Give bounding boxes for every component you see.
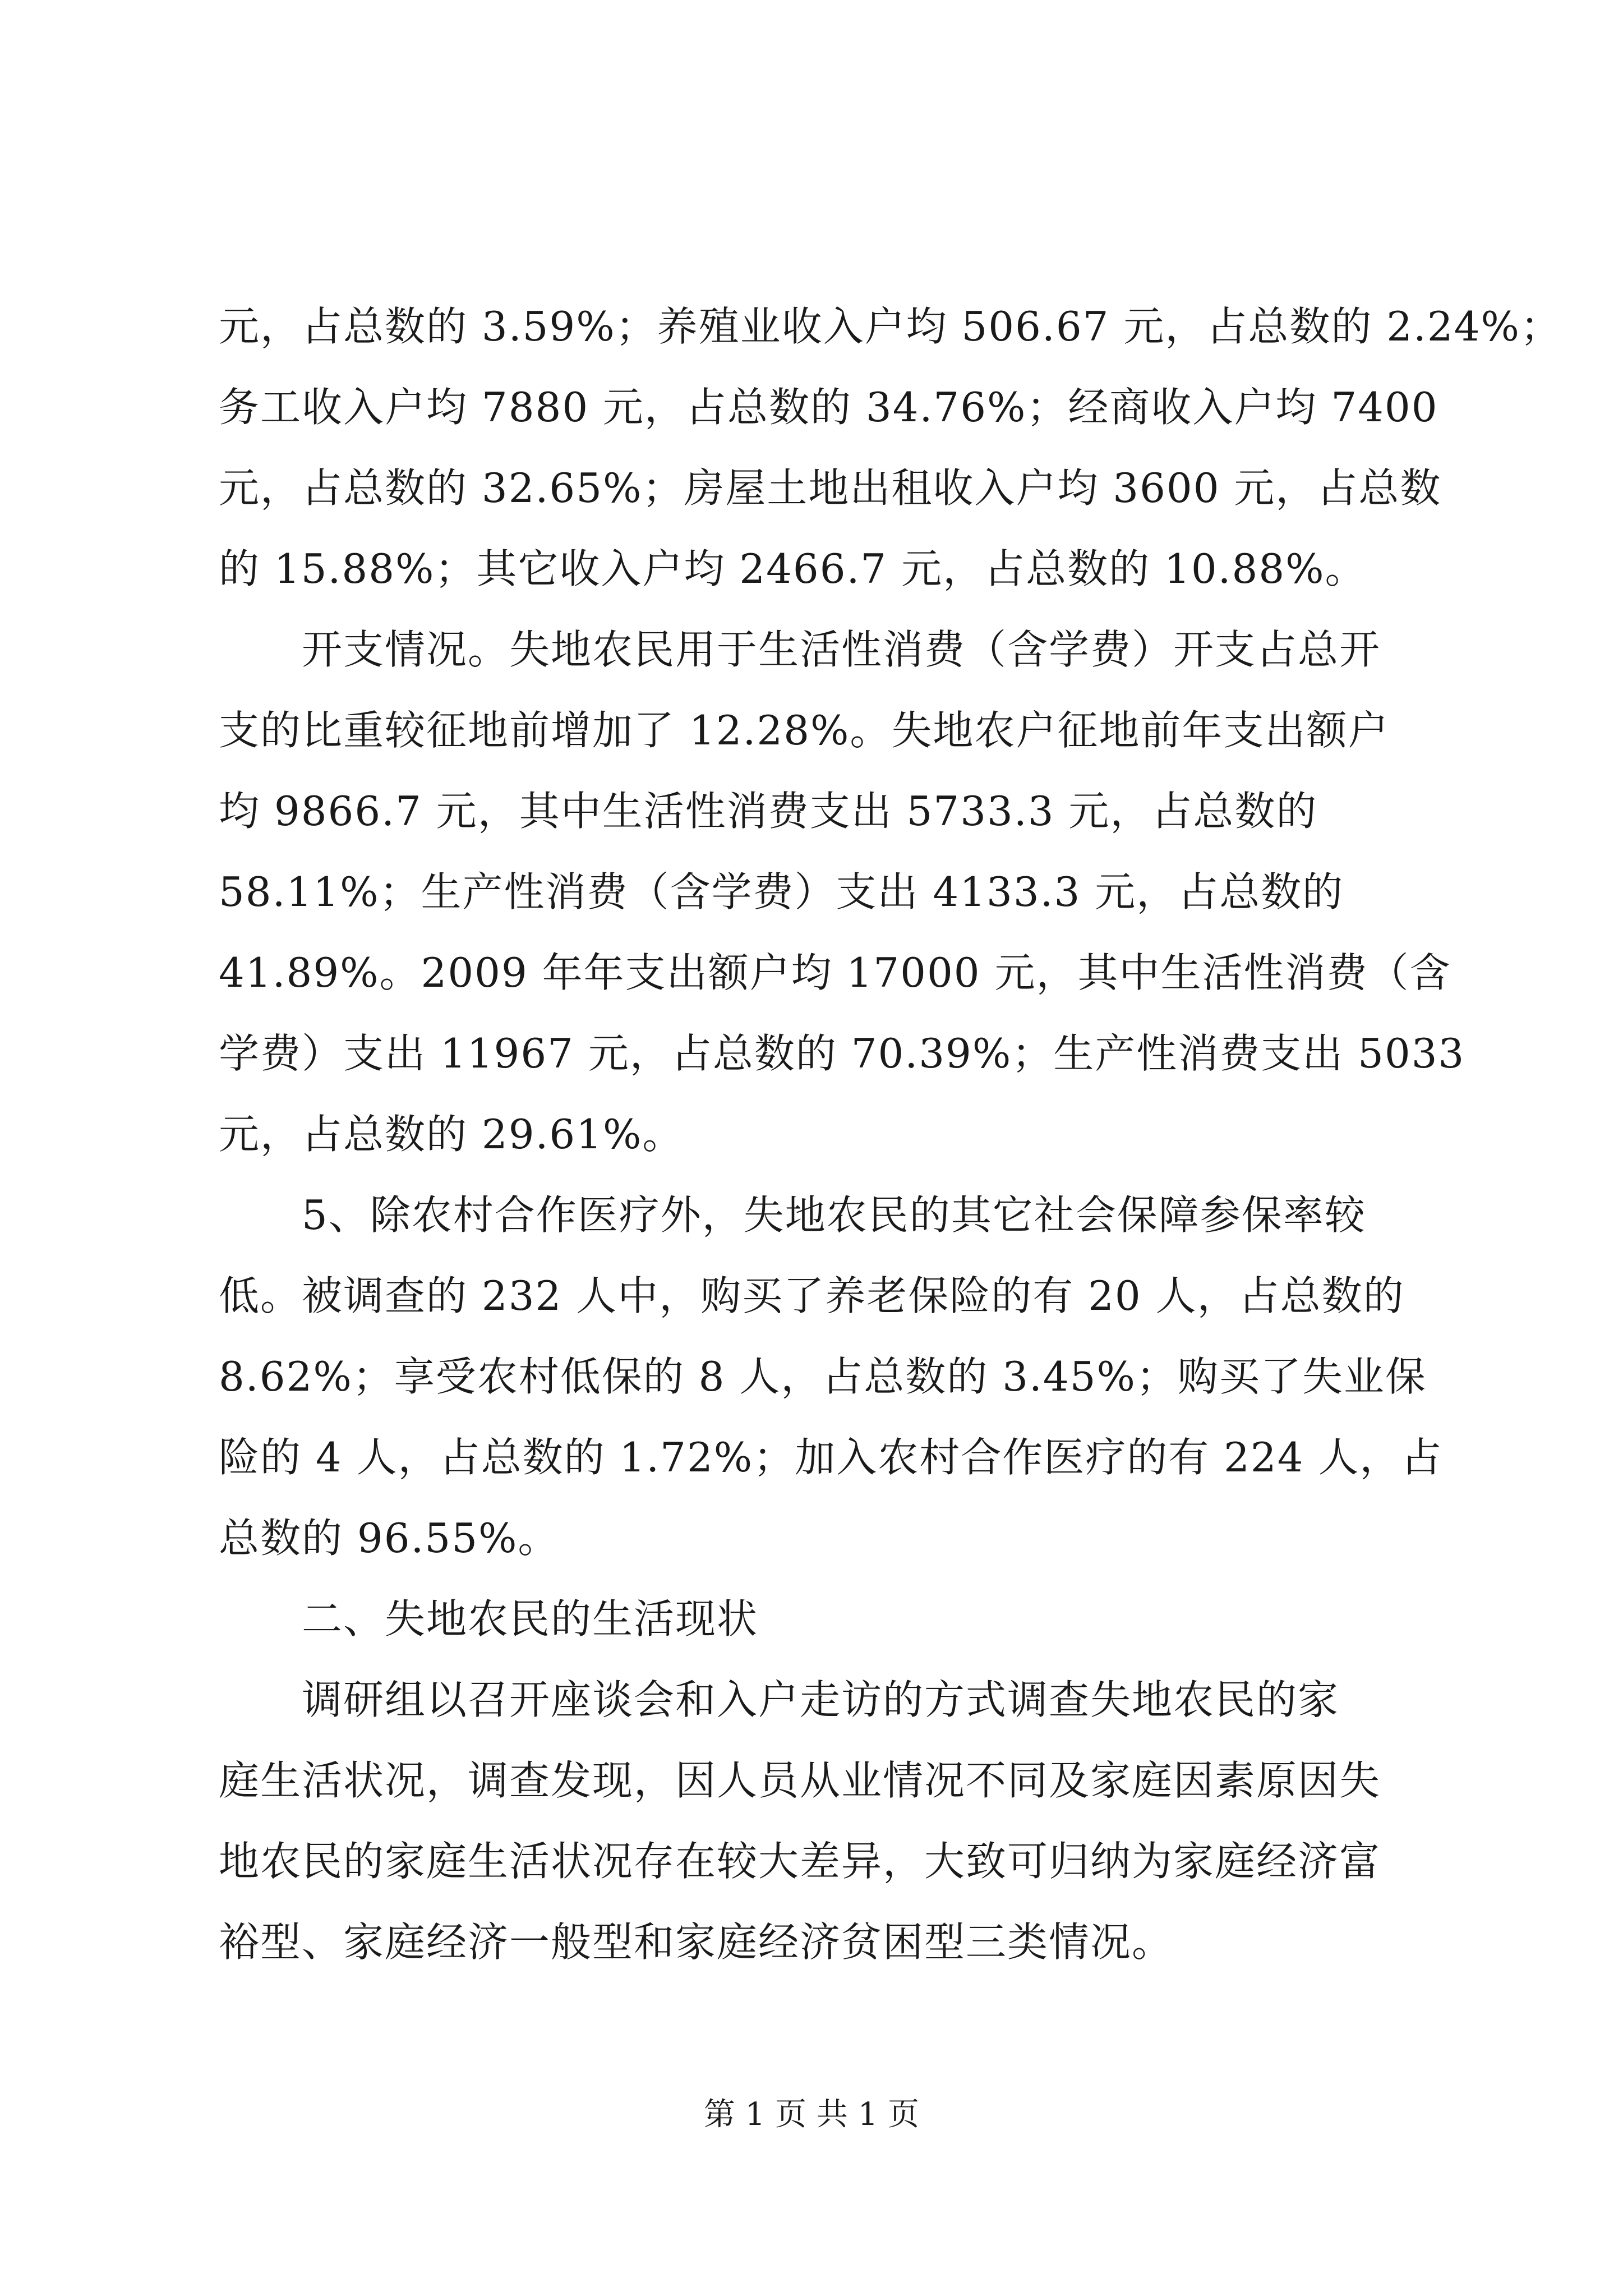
text-line: 地农民的家庭生活状况存在较大差异，大致可归纳为家庭经济富	[219, 1838, 1381, 1885]
text-line: 8.62%；享受农村低保的 8 人，占总数的 3.45%；购买了失业保	[219, 1353, 1427, 1400]
text-line: 5、除农村合作医疗外，失地农民的其它社会保障参保率较	[302, 1191, 1366, 1239]
text-line: 学费）支出 11967 元，占总数的 70.39%；生产性消费支出 5033	[219, 1030, 1465, 1077]
page-number-label: 第 1 页 共 1 页	[703, 2096, 920, 2133]
text-line: 元，占总数的 32.65%；房屋土地出租收入户均 3600 元，占总数	[219, 464, 1442, 512]
income-paragraph	[219, 286, 1562, 609]
text-line: 务工收入户均 7880 元，占总数的 34.76%；经商收入户均 7400	[219, 384, 1438, 431]
expenditure-paragraph	[219, 609, 1465, 1175]
text-line: 支的比重较征地前增加了 12.28%。失地农户征地前年支出额户	[219, 707, 1390, 754]
section-heading	[219, 1579, 1419, 1659]
page-footer	[0, 2095, 1623, 2134]
text-line: 元，占总数的 3.59%；养殖业收入户均 506.67 元，占总数的 2.24%；	[219, 303, 1562, 350]
text-line: 庭生活状况，调查发现，因人员从业情况不同及家庭因素原因失	[219, 1757, 1381, 1804]
document-body	[219, 286, 1562, 1982]
text-line: 的 15.88%；其它收入户均 2466.7 元，占总数的 10.88%。	[219, 545, 1367, 592]
social-security-paragraph	[219, 1175, 1443, 1579]
text-line: 裕型、家庭经济一般型和家庭经济贫困型三类情况。	[219, 1918, 1174, 1966]
text-line: 41.89%。2009 年年支出额户均 17000 元，其中生活性消费（含	[219, 949, 1451, 996]
text-line: 均 9866.7 元，其中生活性消费支出 5733.3 元，占总数的	[219, 788, 1318, 835]
heading-line: 二、失地农民的生活现状	[302, 1595, 759, 1642]
living-status-paragraph	[219, 1659, 1419, 1982]
text-line: 低。被调查的 232 人中，购买了养老保险的有 20 人，占总数的	[219, 1272, 1405, 1319]
text-line: 险的 4 人，占总数的 1.72%；加入农村合作医疗的有 224 人，占	[219, 1434, 1443, 1481]
text-line: 58.11%；生产性消费（含学费）支出 4133.3 元，占总数的	[219, 868, 1344, 915]
text-line: 总数的 96.55%。	[219, 1515, 560, 1562]
text-line: 元，占总数的 29.61%。	[219, 1111, 684, 1158]
text-line: 开支情况。失地农民用于生活性消费（含学费）开支占总开	[302, 626, 1381, 673]
text-line: 调研组以召开座谈会和入户走访的方式调查失地农民的家	[302, 1676, 1340, 1723]
